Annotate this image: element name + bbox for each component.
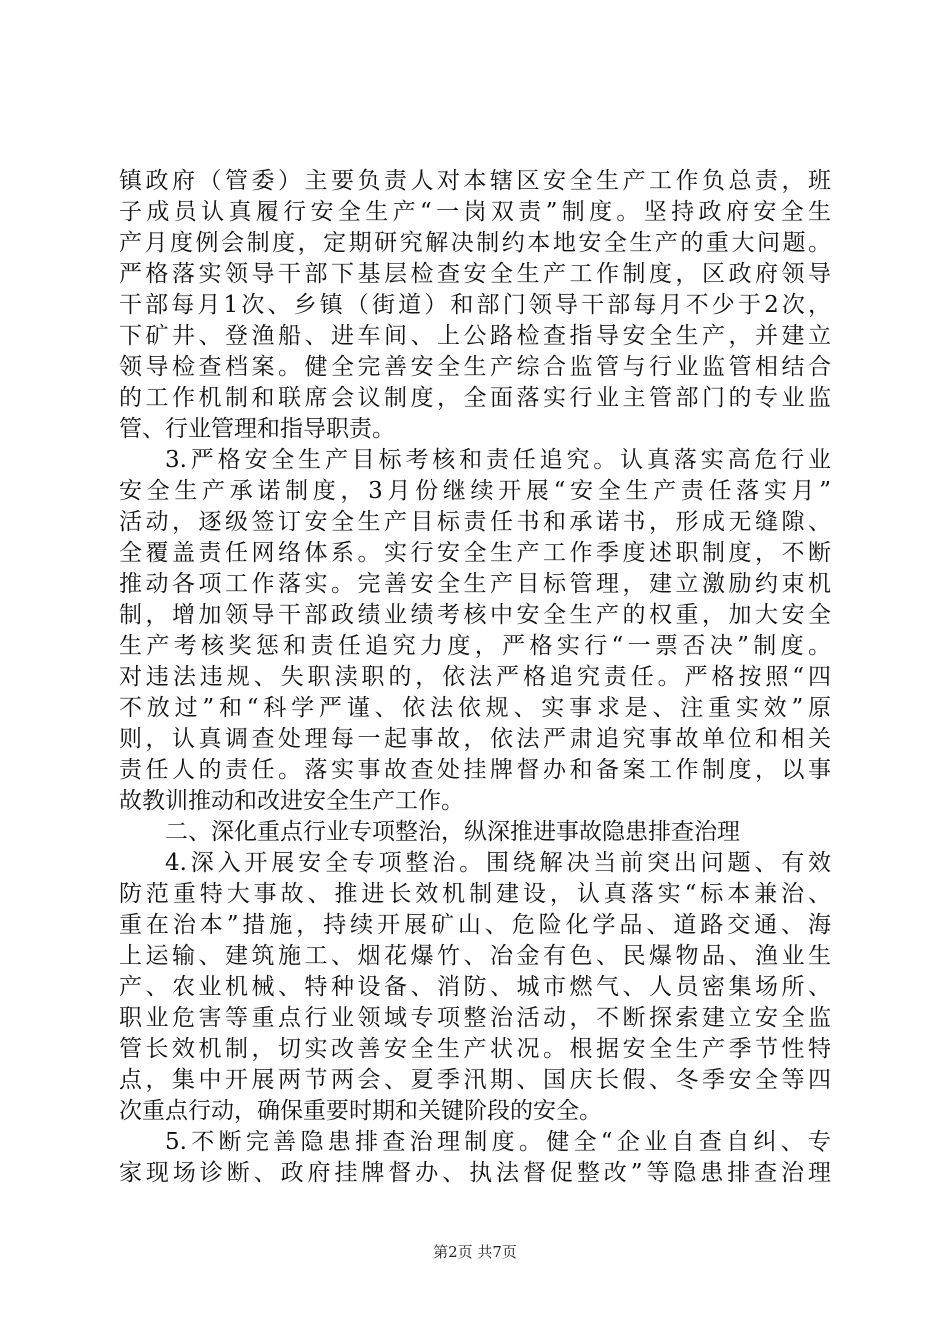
text-line: 防范重特大事故、推进长效机制建设，认真落实“标本兼治、 bbox=[119, 881, 831, 907]
text-line: 重在治本”措施，持续开展矿山、危险化学品、道路交通、海 bbox=[119, 912, 831, 938]
text-line: 5.不断完善隐患排查治理制度。健全“企业自查自纠、专 bbox=[165, 1129, 831, 1155]
text-line: 严格落实领导干部下基层检查安全生产工作制度，区政府领导 bbox=[119, 261, 831, 287]
text-line: 活动，逐级签订安全生产目标责任书和承诺书，形成无缝隙、 bbox=[119, 509, 831, 535]
text-line: 二、深化重点行业专项整治，纵深推进事故隐患排查治理 bbox=[165, 819, 740, 845]
text-line: 管长效机制，切实改善安全生产状况。根据安全生产季节性特 bbox=[119, 1036, 831, 1062]
text-line: 点，集中开展两节两会、夏季汛期、国庆长假、冬季安全等四 bbox=[119, 1067, 831, 1093]
text-line: 管、行业管理和指导职责。 bbox=[119, 416, 395, 442]
text-line: 制，增加领导干部政绩业绩考核中安全生产的权重，加大安全 bbox=[119, 602, 831, 628]
text-line: 下矿井、登渔船、进车间、上公路检查指导安全生产，并建立 bbox=[119, 323, 831, 349]
text-line: 3.严格安全生产目标考核和责任追究。认真落实高危行业 bbox=[165, 447, 831, 473]
text-line: 故教训推动和改进安全生产工作。 bbox=[119, 788, 464, 814]
text-line: 生产考核奖惩和责任追究力度，严格实行“一票否决”制度。 bbox=[119, 633, 831, 659]
text-line: 全覆盖责任网络体系。实行安全生产工作季度述职制度，不断 bbox=[119, 540, 831, 566]
text-line: 不放过”和“科学严谨、依法依规、实事求是、注重实效”原 bbox=[119, 695, 831, 721]
text-line: 产月度例会制度，定期研究解决制约本地安全生产的重大问题。 bbox=[119, 230, 831, 256]
text-line: 上运输、建筑施工、烟花爆竹、冶金有色、民爆物品、渔业生 bbox=[119, 943, 831, 969]
text-line: 干部每月1次、乡镇（街道）和部门领导干部每月不少于2次， bbox=[119, 292, 831, 318]
text-line: 安全生产承诺制度，3月份继续开展“安全生产责任落实月” bbox=[119, 478, 831, 504]
text-line: 4.深入开展安全专项整治。围绕解决当前突出问题、有效 bbox=[165, 850, 831, 876]
text-line: 次重点行动，确保重要时期和关键阶段的安全。 bbox=[119, 1098, 602, 1124]
text-line: 产、农业机械、特种设备、消防、城市燃气、人员密集场所、 bbox=[119, 974, 831, 1000]
text-line: 职业危害等重点行业领域专项整治活动，不断探索建立安全监 bbox=[119, 1005, 831, 1031]
text-line: 则，认真调查处理每一起事故，依法严肃追究事故单位和相关 bbox=[119, 726, 831, 752]
text-line: 责任人的责任。落实事故查处挂牌督办和备案工作制度，以事 bbox=[119, 757, 831, 783]
text-line: 镇政府（管委）主要负责人对本辖区安全生产工作负总责，班 bbox=[119, 168, 831, 194]
page-number-footer: 第2页 共7页 bbox=[433, 1243, 517, 1261]
text-line: 对违法违规、失职渎职的，依法严格追究责任。严格按照“四 bbox=[119, 664, 831, 690]
document-body bbox=[119, 166, 831, 1189]
text-line: 的工作机制和联席会议制度，全面落实行业主管部门的专业监 bbox=[119, 385, 831, 411]
text-line: 子成员认真履行安全生产“一岗双责”制度。坚持政府安全生 bbox=[119, 199, 831, 225]
text-line: 领导检查档案。健全完善安全生产综合监管与行业监管相结合 bbox=[119, 354, 831, 380]
text-line: 家现场诊断、政府挂牌督办、执法督促整改”等隐患排查治理 bbox=[119, 1160, 831, 1186]
text-line: 推动各项工作落实。完善安全生产目标管理，建立激励约束机 bbox=[119, 571, 831, 597]
